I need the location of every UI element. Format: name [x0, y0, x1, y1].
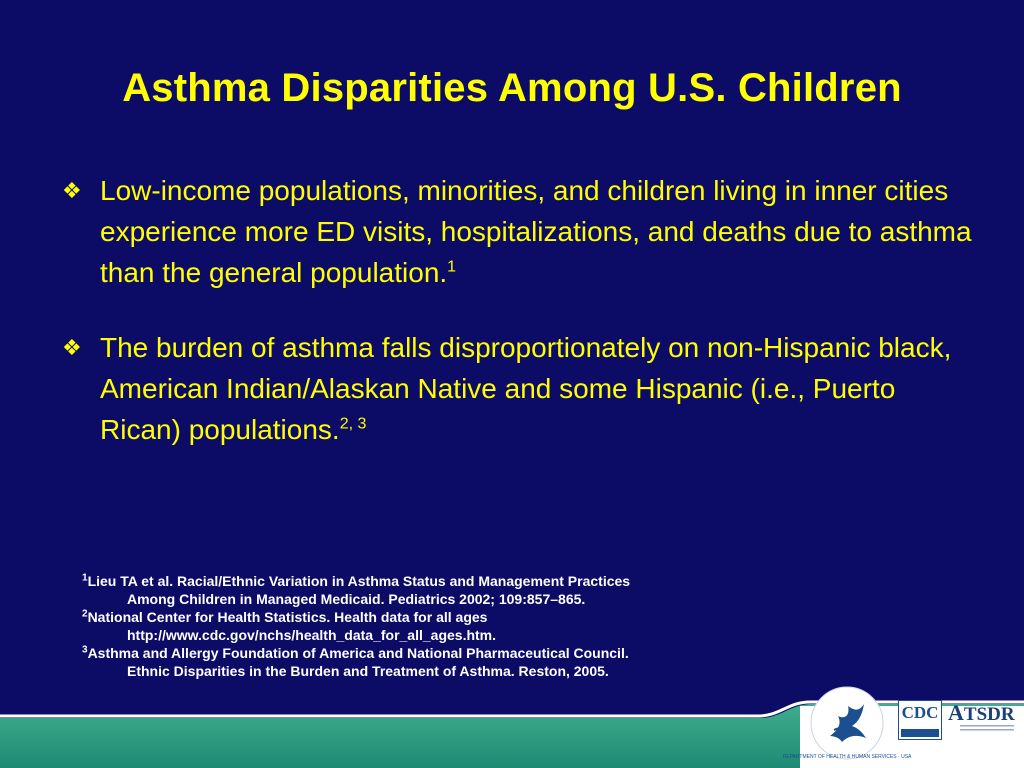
atsdr-tagline-lines: [960, 724, 1014, 734]
reference-line: Lieu TA et al. Racial/Ethnic Variation in Asthma Status and Management Practices: [87, 573, 631, 589]
cdc-logo-icon: [898, 700, 942, 740]
hhs-seal-icon: [782, 684, 912, 762]
hhs-seal-text: DEPARTMENT OF HEALTH & HUMAN SERVICES · USA: [782, 754, 912, 760]
diamond-bullet-icon: ❖: [62, 178, 82, 203]
bullet-superscript: 2, 3: [339, 415, 367, 433]
reference-line: Ethnic Disparities in the Burden and Treatment of Asthma. Reston, 2005.: [127, 663, 609, 679]
cdc-logo-text: CDC: [901, 703, 939, 722]
bullet-superscript: 1: [447, 258, 457, 276]
diamond-bullet-icon: ❖: [62, 335, 82, 360]
atsdr-logo-icon: [946, 700, 1018, 740]
atsdr-logo-text: ATSDR: [948, 700, 1015, 725]
reference-line: National Center for Health Statistics. Health data for all ages: [87, 609, 488, 625]
reference-line: Asthma and Allergy Foundation of America and National Pharmaceutical Council.: [87, 645, 629, 661]
cdc-logo-bar: [901, 729, 939, 737]
reference-number: 2: [82, 608, 88, 620]
reference-line: Among Children in Managed Medicaid. Pediatrics 2002; 109:857–865.: [127, 591, 586, 607]
bullet-text: Low-income populations, minorities, and children living in inner cities experience more ED visits, hospitalizations, and deaths due to asthma than the general population.: [100, 175, 972, 288]
bullet-item: [62, 170, 982, 293]
reference-item: [82, 644, 802, 680]
reference-number: 3: [82, 644, 88, 656]
slide-title: Asthma Disparities Among U.S. Children: [122, 66, 902, 110]
references: [82, 572, 802, 680]
reference-line: http://www.cdc.gov/nchs/health_data_for_all_ages.htm.: [127, 627, 497, 643]
reference-item: [82, 572, 802, 608]
bullet-text: The burden of asthma falls disproportionately on non-Hispanic black, American Indian/Alaskan Native and some Hispanic (i.e., Puerto Rican) populations.: [100, 332, 952, 445]
reference-item: [82, 608, 802, 644]
reference-number: 1: [82, 572, 88, 584]
bullet-item: [62, 327, 982, 450]
bullet-list: [62, 170, 982, 484]
